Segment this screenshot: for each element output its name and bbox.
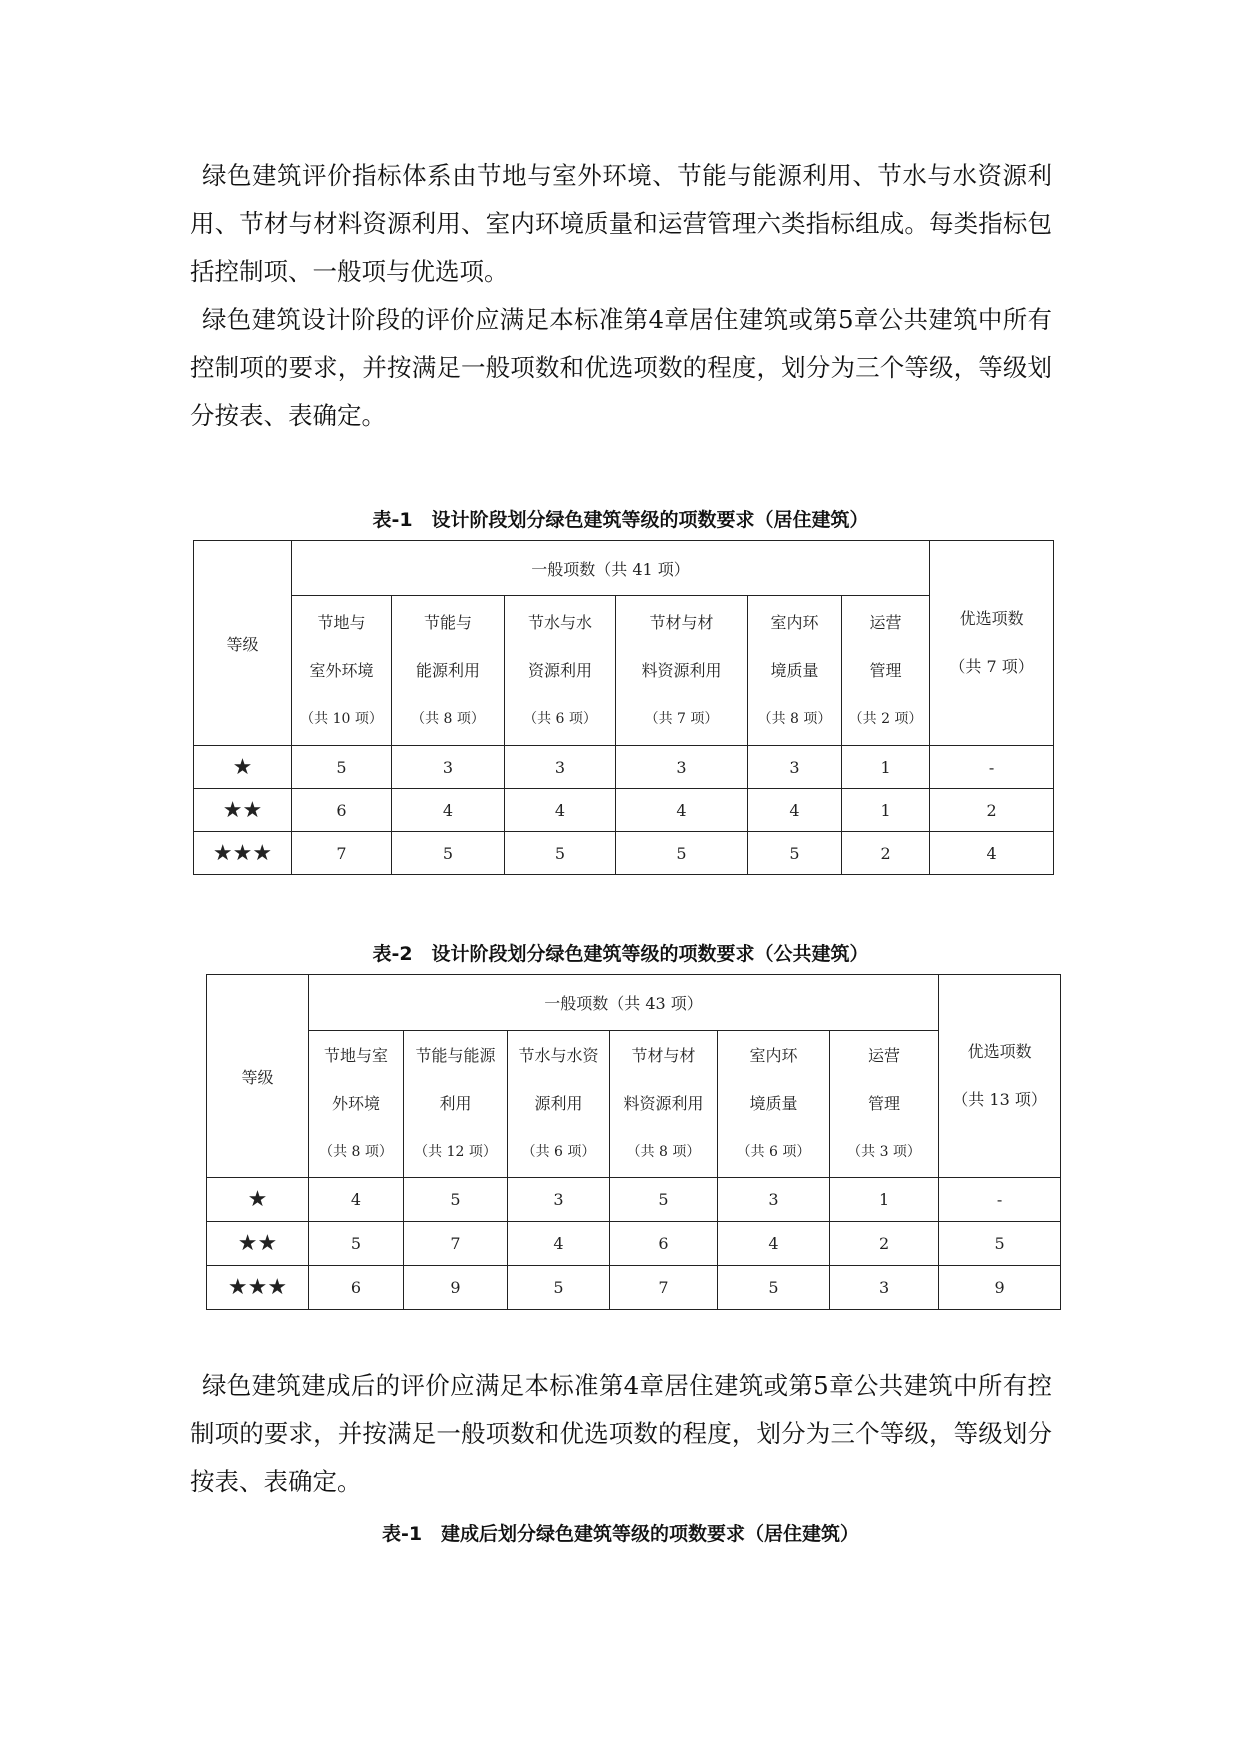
column-header: 运营 管理 （共 3 项） bbox=[830, 1031, 939, 1178]
table-cell: 4 bbox=[392, 789, 505, 832]
table-cell: 5 bbox=[292, 746, 392, 789]
column-header: 室内环 境质量 （共 8 项） bbox=[748, 596, 842, 746]
table-cell: 9 bbox=[939, 1266, 1061, 1310]
grade-stars: ★★ bbox=[194, 789, 292, 832]
intro-paragraph: 绿色建筑评价指标体系由节地与室外环境、节能与能源利用、节水与水资源利用、节材与材料资源利用、室内环境质量和运营管理六类指标组成。每类指标包括控制项、一般项与优选项。 bbox=[190, 161, 1052, 286]
table-cell: 3 bbox=[505, 746, 616, 789]
table-cell: 3 bbox=[830, 1266, 939, 1310]
table-cell: 4 bbox=[616, 789, 748, 832]
optional-items-header: 优选项数 （共 7 项） bbox=[930, 541, 1054, 746]
optional-items-header: 优选项数 （共 13 项） bbox=[939, 975, 1061, 1178]
grade-stars: ★ bbox=[194, 746, 292, 789]
table-cell: 5 bbox=[610, 1178, 718, 1222]
table-cell: 6 bbox=[309, 1266, 404, 1310]
table-cell: 4 bbox=[309, 1178, 404, 1222]
table-cell: 3 bbox=[718, 1178, 830, 1222]
table-cell: 7 bbox=[404, 1222, 508, 1266]
table-cell: 3 bbox=[508, 1178, 610, 1222]
column-header: 节地与室 外环境 （共 8 项） bbox=[309, 1031, 404, 1178]
table2 bbox=[206, 974, 1061, 1310]
table-row bbox=[194, 789, 1054, 832]
grade-header: 等级 bbox=[207, 975, 309, 1178]
table-cell: 1 bbox=[830, 1178, 939, 1222]
column-header: 节能与能源 利用 （共 12 项） bbox=[404, 1031, 508, 1178]
table-cell: 3 bbox=[748, 746, 842, 789]
table3-caption: 表-1 建成后划分绿色建筑等级的项数要求（居住建筑） bbox=[381, 1523, 860, 1545]
post-construction-paragraph: 绿色建筑建成后的评价应满足本标准第4章居住建筑或第5章公共建筑中所有控制项的要求，并按满足一般项数和优选项数的程度，划分为三个等级，等级划分按表、表确定。 bbox=[190, 1371, 1052, 1496]
table-cell: 3 bbox=[392, 746, 505, 789]
table-cell: 4 bbox=[505, 789, 616, 832]
table-cell: 5 bbox=[616, 832, 748, 875]
table-cell: 6 bbox=[292, 789, 392, 832]
table1-caption: 表-1 设计阶段划分绿色建筑等级的项数要求（居住建筑） bbox=[372, 509, 869, 531]
design-stage-paragraph: 绿色建筑设计阶段的评价应满足本标准第4章居住建筑或第5章公共建筑中所有控制项的要求，并按满足一般项数和优选项数的程度，划分为三个等级，等级划分按表、表确定。 bbox=[190, 305, 1052, 430]
table-cell: 7 bbox=[610, 1266, 718, 1310]
grade-header: 等级 bbox=[194, 541, 292, 746]
column-header: 节材与材 料资源利用 （共 7 项） bbox=[616, 596, 748, 746]
table1 bbox=[193, 540, 1054, 875]
table-cell: - bbox=[939, 1178, 1061, 1222]
table-cell: 4 bbox=[718, 1222, 830, 1266]
table-cell: 5 bbox=[404, 1178, 508, 1222]
table-cell: 5 bbox=[748, 832, 842, 875]
table-row bbox=[207, 1178, 1061, 1222]
table-cell: 1 bbox=[842, 746, 930, 789]
table-cell: 9 bbox=[404, 1266, 508, 1310]
table-row bbox=[207, 1222, 1061, 1266]
column-header: 节水与水资 源利用 （共 6 项） bbox=[508, 1031, 610, 1178]
table-cell: 1 bbox=[842, 789, 930, 832]
table-cell: 6 bbox=[610, 1222, 718, 1266]
grade-stars: ★ bbox=[207, 1178, 309, 1222]
column-header: 室内环 境质量 （共 6 项） bbox=[718, 1031, 830, 1178]
column-header: 节地与 室外环境 （共 10 项） bbox=[292, 596, 392, 746]
table-row bbox=[207, 1266, 1061, 1310]
table-cell: 5 bbox=[718, 1266, 830, 1310]
table-cell: 3 bbox=[616, 746, 748, 789]
table-cell: 5 bbox=[309, 1222, 404, 1266]
grade-stars: ★★ bbox=[207, 1222, 309, 1266]
column-header: 节材与材 料资源利用 （共 8 项） bbox=[610, 1031, 718, 1178]
table2-caption: 表-2 设计阶段划分绿色建筑等级的项数要求（公共建筑） bbox=[372, 943, 869, 965]
grade-stars: ★★★ bbox=[194, 832, 292, 875]
table-cell: 2 bbox=[930, 789, 1054, 832]
table-cell: 2 bbox=[830, 1222, 939, 1266]
table-cell: 5 bbox=[392, 832, 505, 875]
table-cell: 5 bbox=[939, 1222, 1061, 1266]
table-cell: 7 bbox=[292, 832, 392, 875]
table-cell: 4 bbox=[508, 1222, 610, 1266]
table-cell: 5 bbox=[508, 1266, 610, 1310]
table-cell: 2 bbox=[842, 832, 930, 875]
table-row bbox=[194, 746, 1054, 789]
table-cell: 5 bbox=[505, 832, 616, 875]
table-cell: 4 bbox=[748, 789, 842, 832]
general-items-header: 一般项数（共 41 项） bbox=[292, 541, 930, 596]
column-header: 运营 管理 （共 2 项） bbox=[842, 596, 930, 746]
table-cell: 4 bbox=[930, 832, 1054, 875]
table-row bbox=[194, 832, 1054, 875]
table-cell: - bbox=[930, 746, 1054, 789]
column-header: 节水与水 资源利用 （共 6 项） bbox=[505, 596, 616, 746]
grade-stars: ★★★ bbox=[207, 1266, 309, 1310]
column-header: 节能与 能源利用 （共 8 项） bbox=[392, 596, 505, 746]
general-items-header: 一般项数（共 43 项） bbox=[309, 975, 939, 1031]
